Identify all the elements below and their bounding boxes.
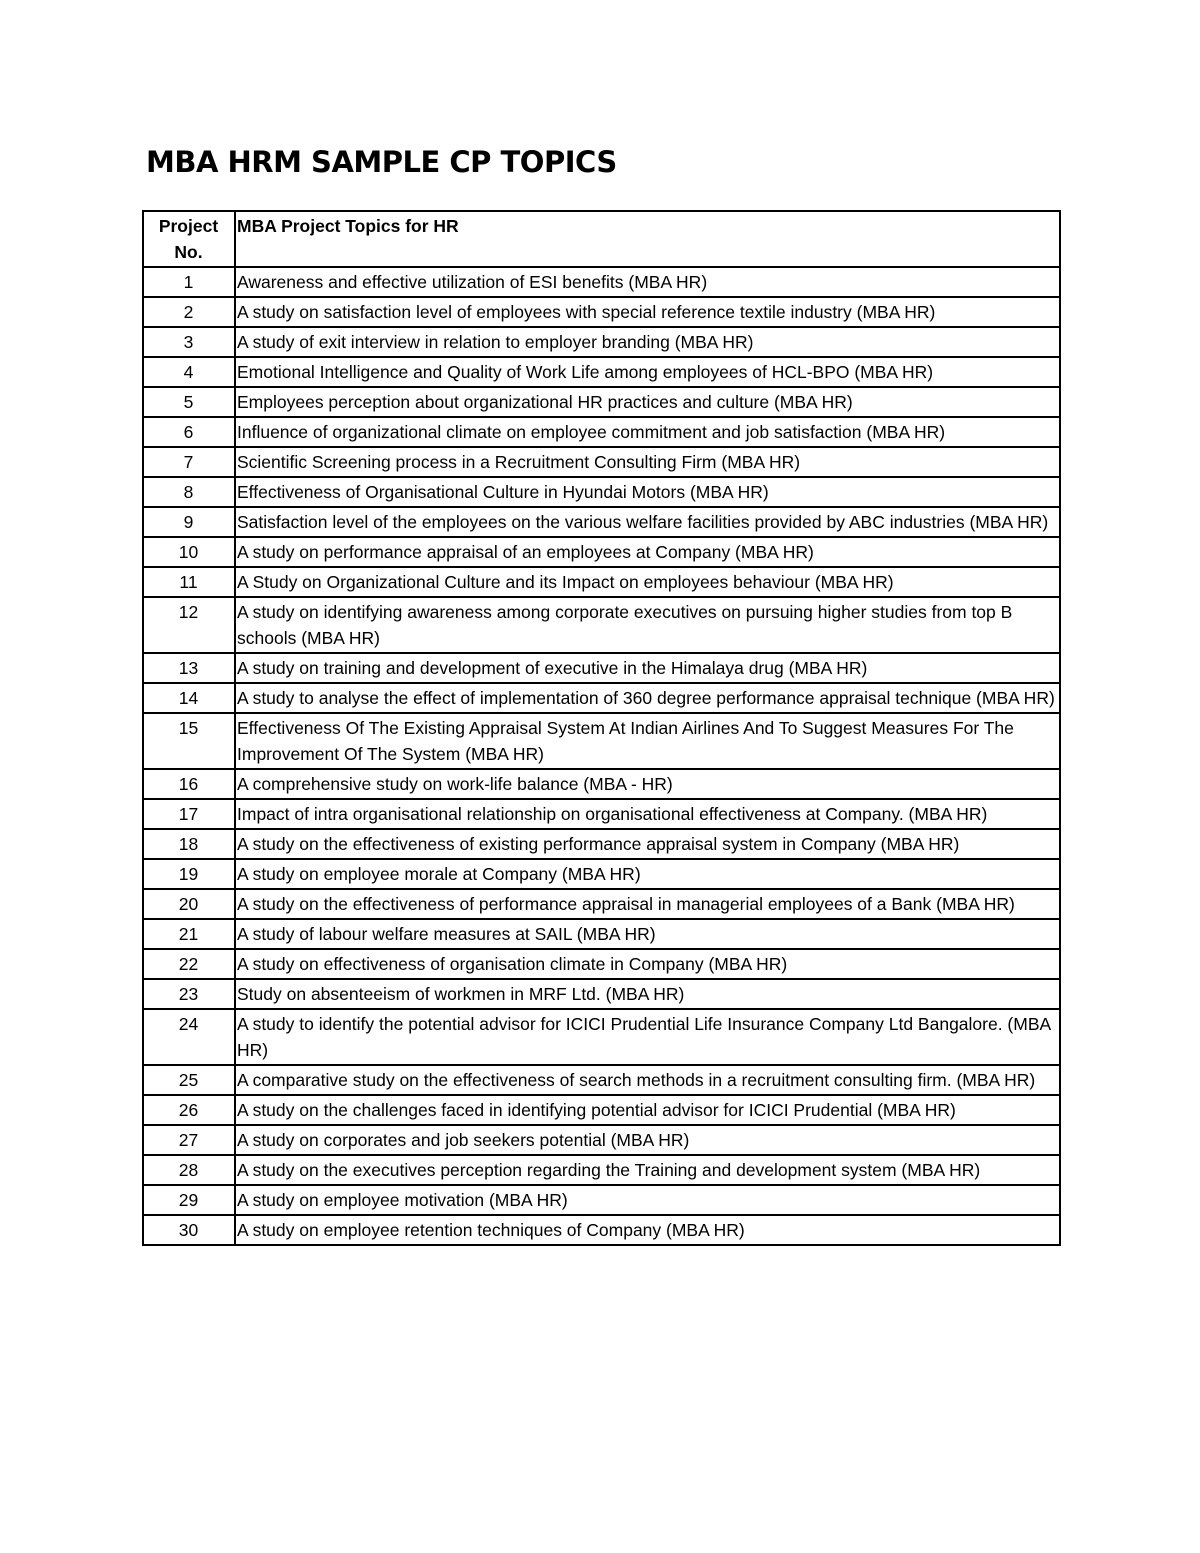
project-number-cell: 16 — [143, 769, 235, 799]
table-row — [143, 267, 1060, 297]
table-body — [143, 267, 1060, 1245]
project-topic-cell: Scientific Screening process in a Recruitment Consulting Firm (MBA HR) — [235, 447, 1060, 477]
project-topic-cell: A study of labour welfare measures at SAIL (MBA HR) — [235, 919, 1060, 949]
project-number-cell: 29 — [143, 1185, 235, 1215]
project-topic-cell: Study on absenteeism of workmen in MRF Ltd. (MBA HR) — [235, 979, 1060, 1009]
project-number-cell: 21 — [143, 919, 235, 949]
project-topic-cell: Satisfaction level of the employees on the various welfare facilities provided by ABC industries (MBA HR) — [235, 507, 1060, 537]
table-row — [143, 417, 1060, 447]
table-row — [143, 829, 1060, 859]
project-topic-cell: A study on employee morale at Company (MBA HR) — [235, 859, 1060, 889]
project-number-cell: 3 — [143, 327, 235, 357]
project-number-cell: 22 — [143, 949, 235, 979]
project-topic-cell: A study on identifying awareness among corporate executives on pursuing higher studies from top B schools (MBA HR) — [235, 597, 1060, 653]
table-row — [143, 979, 1060, 1009]
table-row — [143, 799, 1060, 829]
project-number-cell: 15 — [143, 713, 235, 769]
table-row — [143, 683, 1060, 713]
project-topic-cell: A study on the executives perception regarding the Training and development system (MBA HR) — [235, 1155, 1060, 1185]
project-topic-cell: A study on effectiveness of organisation climate in Company (MBA HR) — [235, 949, 1060, 979]
project-topic-cell: Employees perception about organizational HR practices and culture (MBA HR) — [235, 387, 1060, 417]
table-row — [143, 1009, 1060, 1065]
project-topic-cell: Influence of organizational climate on employee commitment and job satisfaction (MBA HR) — [235, 417, 1060, 447]
project-number-cell: 24 — [143, 1009, 235, 1065]
project-number-cell: 1 — [143, 267, 235, 297]
project-topic-cell: A study to identify the potential advisor for ICICI Prudential Life Insurance Company Ltd Bangalore. (MBA HR) — [235, 1009, 1060, 1065]
table-row — [143, 713, 1060, 769]
project-number-cell: 13 — [143, 653, 235, 683]
table-row — [143, 387, 1060, 417]
project-number-cell: 7 — [143, 447, 235, 477]
table-row — [143, 447, 1060, 477]
project-topic-cell: A study on training and development of executive in the Himalaya drug (MBA HR) — [235, 653, 1060, 683]
project-topic-cell: Effectiveness Of The Existing Appraisal System At Indian Airlines And To Suggest Measures For The Improvement Of The System (MBA HR) — [235, 713, 1060, 769]
table-row — [143, 297, 1060, 327]
project-topic-cell: A study of exit interview in relation to employer branding (MBA HR) — [235, 327, 1060, 357]
table-row — [143, 567, 1060, 597]
table-row — [143, 949, 1060, 979]
project-number-cell: 20 — [143, 889, 235, 919]
table-row — [143, 889, 1060, 919]
project-number-cell: 2 — [143, 297, 235, 327]
column-header-project-no: Project No. — [143, 211, 235, 267]
project-topic-cell: A comprehensive study on work-life balance (MBA - HR) — [235, 769, 1060, 799]
project-topic-cell: A study on corporates and job seekers potential (MBA HR) — [235, 1125, 1060, 1155]
project-topic-cell: Awareness and effective utilization of ESI benefits (MBA HR) — [235, 267, 1060, 297]
project-number-cell: 12 — [143, 597, 235, 653]
table-row — [143, 1215, 1060, 1245]
project-topic-cell: Emotional Intelligence and Quality of Work Life among employees of HCL-BPO (MBA HR) — [235, 357, 1060, 387]
project-number-cell: 5 — [143, 387, 235, 417]
project-topic-cell: Impact of intra organisational relationship on organisational effectiveness at Company. (MBA HR) — [235, 799, 1060, 829]
table-row — [143, 597, 1060, 653]
column-header-topic: MBA Project Topics for HR — [235, 211, 1060, 267]
project-topic-cell: A comparative study on the effectiveness of search methods in a recruitment consulting firm. (MBA HR) — [235, 1065, 1060, 1095]
project-number-cell: 19 — [143, 859, 235, 889]
project-number-cell: 30 — [143, 1215, 235, 1245]
project-topic-cell: A study on the effectiveness of performance appraisal in managerial employees of a Bank (MBA HR) — [235, 889, 1060, 919]
table-row — [143, 1185, 1060, 1215]
table-row — [143, 1125, 1060, 1155]
table-row — [143, 357, 1060, 387]
table-row — [143, 1155, 1060, 1185]
page-title: MBA HRM SAMPLE CP TOPICS — [146, 145, 617, 179]
project-topic-cell: A study on employee motivation (MBA HR) — [235, 1185, 1060, 1215]
table-row — [143, 537, 1060, 567]
project-topic-cell: A study on performance appraisal of an employees at Company (MBA HR) — [235, 537, 1060, 567]
project-number-cell: 26 — [143, 1095, 235, 1125]
table-header-row — [143, 211, 1060, 267]
project-number-cell: 25 — [143, 1065, 235, 1095]
project-number-cell: 8 — [143, 477, 235, 507]
table-row — [143, 653, 1060, 683]
project-number-cell: 14 — [143, 683, 235, 713]
topics-table — [142, 210, 1061, 1246]
project-topic-cell: A study on satisfaction level of employees with special reference textile industry (MBA HR) — [235, 297, 1060, 327]
project-topic-cell: A study to analyse the effect of implementation of 360 degree performance appraisal technique (MBA HR) — [235, 683, 1060, 713]
table-row — [143, 769, 1060, 799]
project-number-cell: 11 — [143, 567, 235, 597]
table-row — [143, 1065, 1060, 1095]
project-topic-cell: A study on the effectiveness of existing performance appraisal system in Company (MBA HR) — [235, 829, 1060, 859]
project-number-cell: 28 — [143, 1155, 235, 1185]
table-row — [143, 507, 1060, 537]
table-row — [143, 327, 1060, 357]
project-number-cell: 18 — [143, 829, 235, 859]
table-row — [143, 859, 1060, 889]
project-number-cell: 9 — [143, 507, 235, 537]
table-row — [143, 1095, 1060, 1125]
project-number-cell: 6 — [143, 417, 235, 447]
project-topic-cell: A study on the challenges faced in identifying potential advisor for ICICI Prudential (MBA HR) — [235, 1095, 1060, 1125]
project-number-cell: 27 — [143, 1125, 235, 1155]
project-number-cell: 17 — [143, 799, 235, 829]
table-row — [143, 919, 1060, 949]
project-topic-cell: A study on employee retention techniques of Company (MBA HR) — [235, 1215, 1060, 1245]
project-topic-cell: A Study on Organizational Culture and its Impact on employees behaviour (MBA HR) — [235, 567, 1060, 597]
project-topic-cell: Effectiveness of Organisational Culture in Hyundai Motors (MBA HR) — [235, 477, 1060, 507]
project-number-cell: 23 — [143, 979, 235, 1009]
project-number-cell: 10 — [143, 537, 235, 567]
project-number-cell: 4 — [143, 357, 235, 387]
table-row — [143, 477, 1060, 507]
